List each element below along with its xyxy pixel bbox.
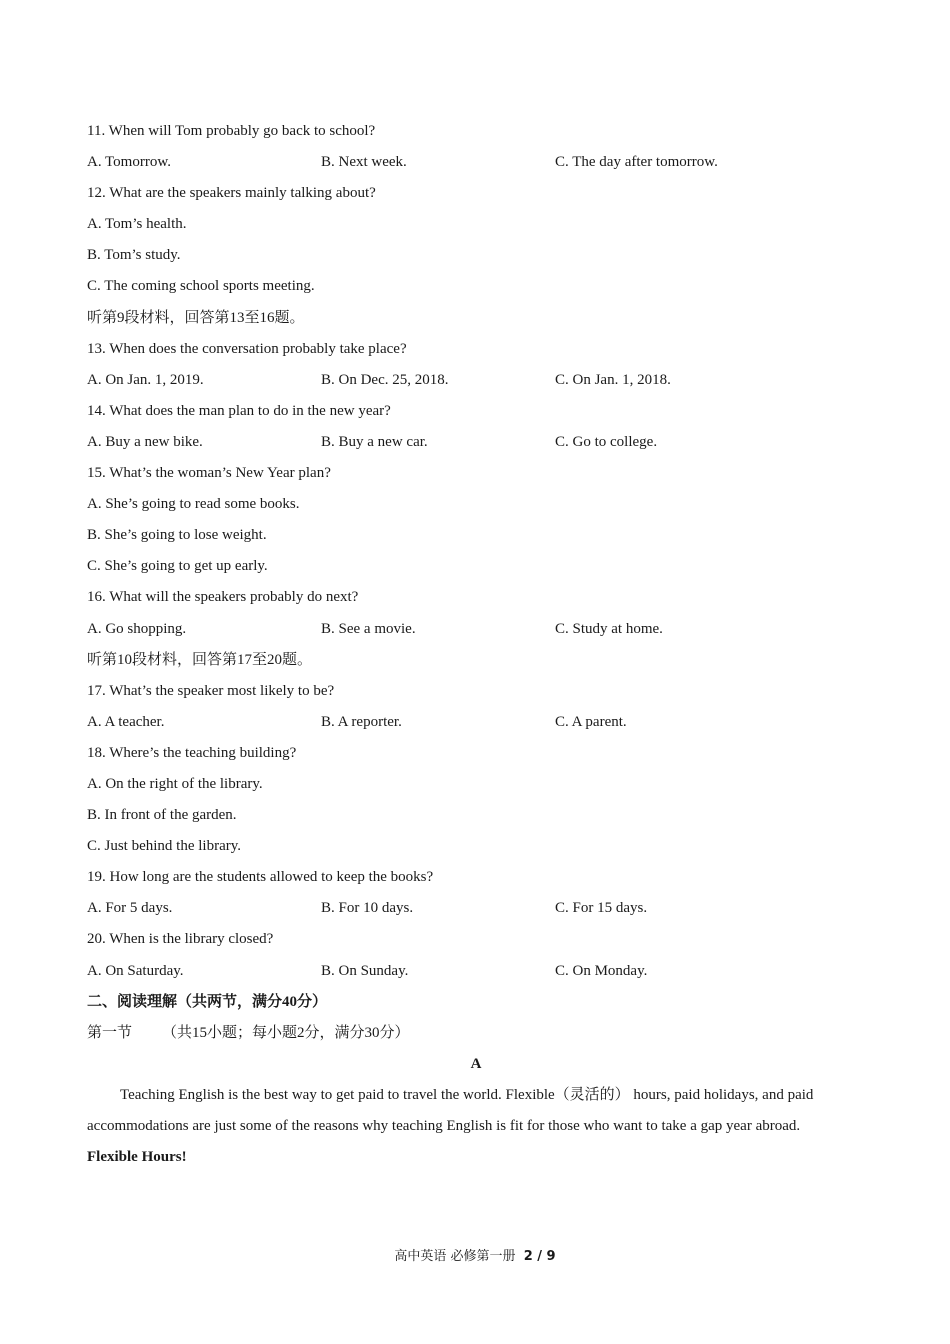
option-c: C. She’s going to get up early.	[87, 558, 268, 575]
options-16	[87, 614, 865, 645]
option-a: A. A teacher.	[87, 713, 165, 730]
question-14: 14. What does the man plan to do in the new year?	[87, 402, 391, 419]
option-a: A. For 5 days.	[87, 900, 173, 917]
option-c: C. The day after tomorrow.	[555, 154, 718, 171]
option-b: B. For 10 days.	[321, 900, 414, 917]
section-instruction: 听第9段材料，回答第13至16题。	[87, 309, 305, 326]
part-one-note: （共15小题；每小题2分，满分30分）	[162, 1024, 410, 1041]
page-number: 2 / 9	[523, 1249, 556, 1264]
option-c: C. On Jan. 1, 2018.	[555, 371, 671, 388]
options-13	[87, 365, 865, 396]
option-a: A. Tom’s health.	[87, 216, 187, 233]
option-b: B. Tom’s study.	[87, 247, 181, 264]
question-20: 20. When is the library closed?	[87, 931, 274, 948]
question-12: 12. What are the speakers mainly talking about?	[87, 185, 376, 202]
option-a: A. She’s going to read some books.	[87, 496, 300, 513]
question-17: 17. What’s the speaker most likely to be?	[87, 682, 335, 699]
option-c: C. A parent.	[555, 713, 627, 730]
passage-paragraph: Teaching English is the best way to get paid to travel the world. Flexible（灵活的） hours, paid holidays, and paid accommodations are just some of the reasons why teaching English is fit for those who want to take a gap year abroad.	[87, 1086, 814, 1134]
option-c: C. Go to college.	[555, 433, 658, 450]
option-b: B. She’s going to lose weight.	[87, 527, 267, 544]
footer-text: 高中英语 必修第一册	[394, 1249, 516, 1264]
option-a: A. On Jan. 1, 2019.	[87, 371, 204, 388]
options-14	[87, 427, 865, 458]
passage-subheading: Flexible Hours!	[87, 1149, 187, 1166]
passage-letter: A	[470, 1055, 482, 1072]
option-c: C. The coming school sports meeting.	[87, 278, 315, 295]
option-b: B. See a movie.	[321, 620, 416, 637]
option-b: B. Buy a new car.	[321, 433, 428, 450]
option-a: A. Tomorrow.	[87, 154, 171, 171]
option-b: B. A reporter.	[321, 713, 402, 730]
question-15: 15. What’s the woman’s New Year plan?	[87, 465, 331, 482]
question-11: 11. When will Tom probably go back to school?	[87, 123, 376, 139]
page-footer	[0, 1245, 950, 1264]
option-b: B. On Sunday.	[321, 962, 409, 979]
part-one-heading	[87, 1018, 865, 1049]
options-20	[87, 956, 865, 987]
options-11	[87, 147, 865, 178]
option-c: C. On Monday.	[555, 962, 648, 979]
options-19	[87, 893, 865, 924]
section-instruction: 听第10段材料，回答第17至20题。	[87, 651, 313, 668]
option-a: A. Go shopping.	[87, 620, 187, 637]
options-17	[87, 707, 865, 738]
document-body	[87, 116, 865, 1173]
section-heading: 二、阅读理解（共两节，满分40分）	[87, 993, 328, 1010]
option-c: C. Just behind the library.	[87, 838, 242, 855]
question-19: 19. How long are the students allowed to keep the books?	[87, 869, 434, 886]
option-a: A. On the right of the library.	[87, 775, 263, 792]
question-18: 18. Where’s the teaching building?	[87, 744, 297, 761]
option-b: B. In front of the garden.	[87, 807, 237, 824]
option-c: C. For 15 days.	[555, 900, 648, 917]
question-16: 16. What will the speakers probably do next?	[87, 589, 359, 606]
part-one-label: 第一节	[87, 1024, 133, 1041]
option-a: A. Buy a new bike.	[87, 433, 203, 450]
option-b: B. Next week.	[321, 154, 407, 171]
question-13: 13. When does the conversation probably take place?	[87, 340, 407, 357]
option-b: B. On Dec. 25, 2018.	[321, 371, 449, 388]
option-c: C. Study at home.	[555, 620, 663, 637]
option-a: A. On Saturday.	[87, 962, 184, 979]
